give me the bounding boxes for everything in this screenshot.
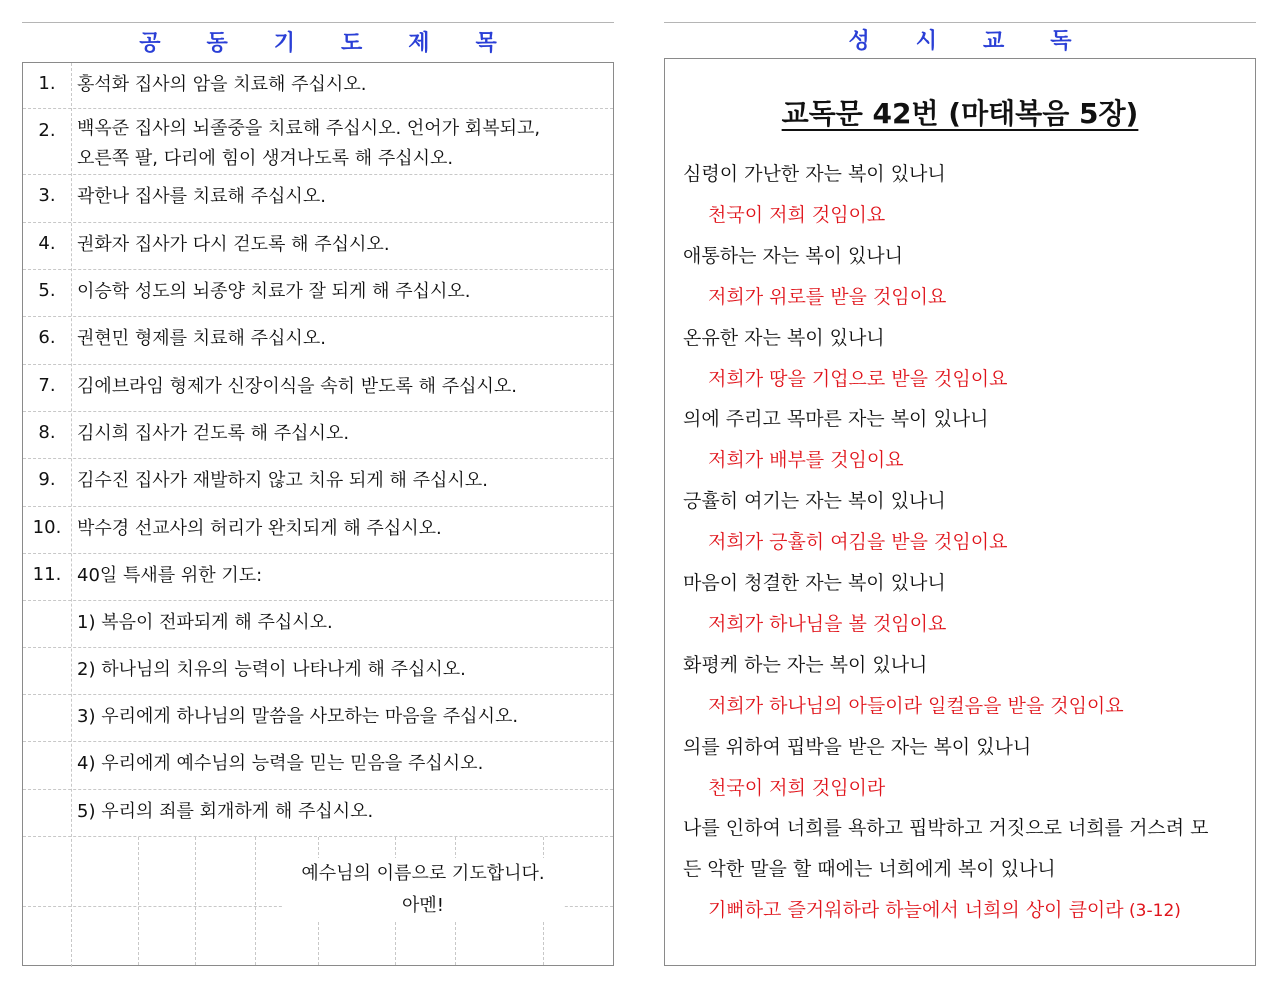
- prayer-item-text: 3) 우리에게 하나님의 말씀을 사모하는 마음을 주십시오.: [77, 706, 519, 727]
- verse-text: 천국이 저희 것임이라: [708, 777, 886, 799]
- prayer-item-text: 5) 우리의 죄를 회개하게 해 주십시오.: [77, 801, 374, 822]
- closing-line: 아멘!: [402, 895, 444, 916]
- prayer-item-number: 5.: [38, 280, 56, 301]
- prayer-item: [23, 648, 613, 695]
- right-title-char: 교: [983, 29, 1005, 54]
- left-title-char: 도: [341, 31, 363, 56]
- closing-prayer: [283, 858, 563, 922]
- prayer-item-text: 권화자 집사가 다시 걷도록 해 주십시오.: [77, 234, 390, 255]
- response-line: [708, 895, 1181, 922]
- prayer-item-text: 곽한나 집사를 치료해 주십시오.: [77, 186, 326, 207]
- prayer-item-number: 6.: [38, 327, 56, 348]
- prayer-item: [23, 270, 613, 317]
- verse-text: 저희가 하나님을 볼 것임이요: [708, 613, 947, 635]
- verse-text: 천국이 저희 것임이요: [708, 204, 886, 226]
- response-line: [708, 609, 946, 636]
- prayer-item-number: 8.: [38, 422, 56, 443]
- grid-line: [195, 837, 196, 965]
- prayer-item: [23, 365, 613, 412]
- prayer-item-text: 40일 특새를 위한 기도:: [77, 565, 263, 586]
- response-line: [708, 200, 885, 227]
- verse-text: 나를 인하여 너희를 욕하고 핍박하고 거짓으로 너희를 거스려 모: [683, 817, 1209, 839]
- prayer-item-number: 4.: [38, 233, 56, 254]
- response-line: [708, 364, 1007, 391]
- scripture-reference: (3-12): [1123, 901, 1181, 921]
- reading-heading: 교독문 42번 (마태복음 5장): [781, 97, 1139, 130]
- prayer-item: [23, 109, 613, 175]
- prayer-item: [23, 317, 613, 365]
- responsive-reading-section-title: [664, 24, 1256, 55]
- prayer-item: [23, 554, 613, 601]
- reading-line: [683, 241, 903, 268]
- prayer-item-text: 박수경 선교사의 허리가 완치되게 해 주십시오.: [77, 518, 442, 539]
- prayer-item: [23, 695, 613, 742]
- reading-line: [683, 732, 1031, 759]
- response-line: [708, 527, 1007, 554]
- verse-text: 저희가 하나님의 아들이라 일컬음을 받을 것임이요: [708, 695, 1124, 717]
- verse-text: 저희가 배부를 것임이요: [708, 449, 904, 471]
- prayer-item-number: 11.: [32, 564, 62, 585]
- verse-text: 저희가 위로를 받을 것임이요: [708, 286, 947, 308]
- prayer-item-number: 9.: [38, 469, 56, 490]
- response-line: [708, 691, 1124, 718]
- verse-text: 화평케 하는 자는 복이 있나니: [683, 654, 928, 676]
- reading-line: [683, 159, 946, 186]
- prayer-item: [23, 175, 613, 223]
- prayer-item-text: 4) 우리에게 예수님의 능력을 믿는 믿음을 주십시오.: [77, 753, 484, 774]
- left-title-char: 기: [273, 31, 295, 56]
- prayer-item-text: 김에브라임 형제가 신장이식을 속히 받도록 해 주십시오.: [77, 376, 517, 397]
- responsive-reading-box: [664, 58, 1256, 966]
- right-top-rule: [664, 22, 1256, 23]
- reading-line: [683, 404, 989, 431]
- prayer-item: [23, 742, 613, 790]
- reading-line: [683, 854, 1056, 881]
- closing-line: 예수님의 이름으로 기도합니다.: [301, 863, 545, 884]
- left-title-char: 동: [206, 31, 228, 56]
- verse-text: 애통하는 자는 복이 있나니: [683, 245, 904, 267]
- reading-line: [683, 650, 927, 677]
- reading-line: [683, 323, 885, 350]
- left-title-char: 제: [408, 31, 430, 56]
- verse-text: 든 악한 말을 할 때에는 너희에게 복이 있나니: [683, 858, 1056, 880]
- verse-text: 의를 위하여 핍박을 받은 자는 복이 있나니: [683, 736, 1032, 758]
- prayer-item-text: 이승학 성도의 뇌종양 치료가 잘 되게 해 주십시오.: [77, 281, 471, 302]
- prayer-item-text: 2) 하나님의 치유의 능력이 나타나게 해 주십시오.: [77, 659, 466, 680]
- prayer-item: [23, 507, 613, 554]
- prayer-item: [23, 63, 613, 109]
- left-top-rule: [22, 22, 614, 23]
- prayer-item: [23, 223, 613, 270]
- reading-line: [683, 486, 946, 513]
- response-line: [708, 445, 904, 472]
- verse-text: 심령이 가난한 자는 복이 있나니: [683, 163, 946, 185]
- right-title-char: 독: [1050, 29, 1072, 54]
- prayer-item: [23, 601, 613, 648]
- prayer-item-number: 3.: [38, 185, 56, 206]
- right-title-char: 성: [848, 29, 870, 54]
- left-title-char: 공: [139, 31, 161, 56]
- prayer-item: [23, 459, 613, 507]
- left-title-char: 목: [475, 31, 497, 56]
- verse-text: 저희가 땅을 기업으로 받을 것임이요: [708, 368, 1008, 390]
- prayer-section-title: [22, 26, 614, 57]
- prayer-item-text: 1) 복음이 전파되게 해 주십시오.: [77, 612, 333, 633]
- response-line: [708, 282, 946, 309]
- prayer-item-number: 2.: [38, 120, 56, 141]
- right-title-char: 시: [915, 29, 937, 54]
- response-line: [708, 773, 885, 800]
- prayer-item-number: 7.: [38, 375, 56, 396]
- prayer-item-number: 1.: [38, 73, 56, 94]
- prayer-item-text: 김시희 집사가 걷도록 해 주십시오.: [77, 423, 350, 444]
- prayer-list-box: [22, 62, 614, 966]
- prayer-item-text: 권현민 형제를 치료해 주십시오.: [77, 328, 326, 349]
- prayer-item-text: 김수진 집사가 재발하지 않고 치유 되게 해 주십시오.: [77, 470, 488, 491]
- grid-line: [255, 837, 256, 965]
- prayer-item-text: 홍석화 집사의 암을 치료해 주십시오.: [77, 74, 367, 95]
- prayer-item: [23, 412, 613, 459]
- verse-text: 마음이 청결한 자는 복이 있나니: [683, 572, 946, 594]
- grid-line: [138, 837, 139, 965]
- prayer-item-text: 오른쪽 팔, 다리에 힘이 생겨나도록 해 주십시오.: [77, 148, 454, 169]
- prayer-item-number: 10.: [32, 517, 62, 538]
- reading-line: [683, 568, 946, 595]
- reading-line: [683, 813, 1209, 840]
- verse-text: 긍휼히 여기는 자는 복이 있나니: [683, 490, 946, 512]
- verse-text: 온유한 자는 복이 있나니: [683, 327, 885, 349]
- verse-text: 저희가 긍휼히 여김을 받을 것임이요: [708, 531, 1008, 553]
- verse-text: 기뻐하고 즐거워하라 하늘에서 너희의 상이 큼이라: [708, 899, 1124, 921]
- verse-text: 의에 주리고 목마른 자는 복이 있나니: [683, 408, 989, 430]
- prayer-item: [23, 790, 613, 837]
- prayer-item-text: 백옥준 집사의 뇌졸중을 치료해 주십시오. 언어가 회복되고,: [77, 118, 541, 139]
